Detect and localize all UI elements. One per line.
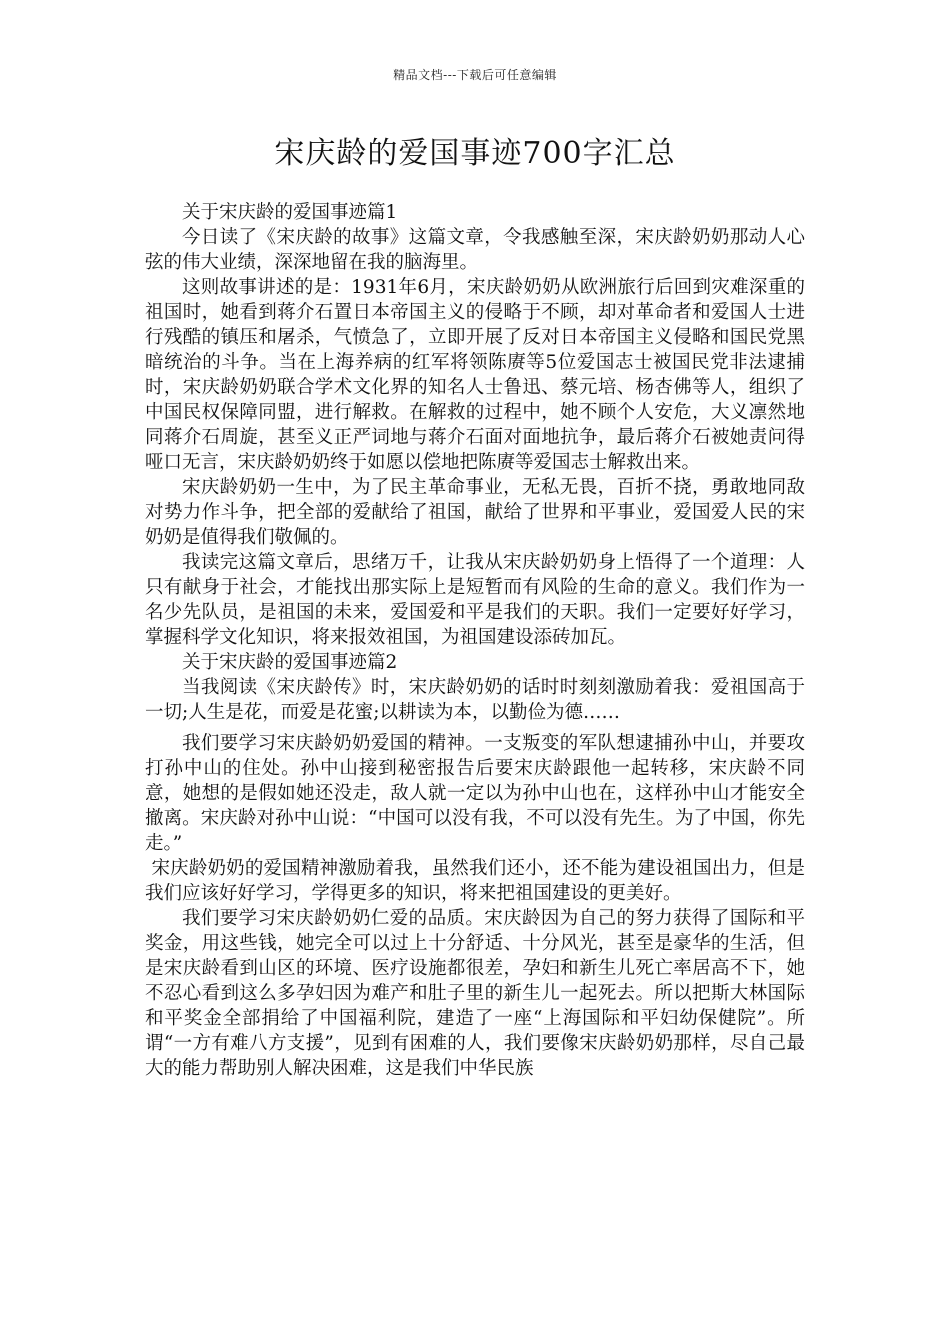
paragraph: 这则故事讲述的是：1931年6月，宋庆龄奶奶从欧洲旅行后回到灾难深重的祖国时，她看到蒋介石置日本帝国主义的侵略于不顾，却对革命者和爱国人士进行残酷的镇压和屠杀，气愤急了，立即开展了反对日本帝国主义侵略和国民党黑暗统治的斗争。当在上海养病的红军将领陈赓等5位爱国志士被国民党非法逮捕时，宋庆龄奶奶联合学术文化界的知名人士鲁迅、蔡元培、杨杏佛等人，组织了中国民权保障同盟，进行解救。在解救的过程中，她不顾个人安危，大义凛然地同蒋介石周旋，甚至义正严词地与蒋介石面对面地抗争，最后蒋介石被她责问得哑口无言，宋庆龄奶奶终于如愿以偿地把陈赓等爱国志士解救出来。 xyxy=(145,277,805,473)
document-body xyxy=(145,200,805,1081)
document-title: 宋庆龄的爱国事迹700字汇总 xyxy=(274,136,676,171)
paragraph: 宋庆龄奶奶的爱国精神激励着我，虽然我们还小，还不能为建设祖国出力，但是我们应该好好学习，学得更多的知识，将来把祖国建设的更美好。 xyxy=(145,858,805,904)
paragraph: 当我阅读《宋庆龄传》时，宋庆龄奶奶的话时时刻刻激励着我：爱祖国高于一切;人生是花，而爱是花蜜;以耕读为本，以勤俭为德…… xyxy=(145,677,805,723)
section-2-heading: 关于宋庆龄的爱国事迹篇2 xyxy=(182,652,398,673)
paragraph: 我们要学习宋庆龄奶奶爱国的精神。一支叛变的军队想逮捕孙中山，并要攻打孙中山的住处。孙中山接到秘密报告后要宋庆龄跟他一起转移，宋庆龄不同意，她想的是假如她还没走，敌人就一定以为孙中山也在，这样孙中山才能安全撤离。宋庆龄对孙中山说：“中国可以没有我，不可以没有先生。为了中国，你先走。” xyxy=(145,733,805,854)
paragraph: 今日读了《宋庆龄的故事》这篇文章，令我感触至深，宋庆龄奶奶那动人心弦的伟大业绩，深深地留在我的脑海里。 xyxy=(145,227,805,273)
section-1-heading: 关于宋庆龄的爱国事迹篇1 xyxy=(182,202,398,223)
paragraph: 宋庆龄奶奶一生中，为了民主革命事业，无私无畏，百折不挠，勇敢地同敌对势力作斗争，把全部的爱献给了祖国，献给了世界和平事业，爱国爱人民的宋奶奶是值得我们敬佩的。 xyxy=(145,477,805,548)
page-header-note: 精品文档---下载后可任意编辑 xyxy=(393,68,557,82)
paragraph: 我们要学习宋庆龄奶奶仁爱的品质。宋庆龄因为自己的努力获得了国际和平奖金，用这些钱，她完全可以过上十分舒适、十分风光，甚至是豪华的生活，但是宋庆龄看到山区的环境、医疗设施都很差，孕妇和新生儿死亡率居高不下，她不忍心看到这么多孕妇因为难产和肚子里的新生儿一起死去。所以把斯大林国际和平奖金全部捐给了中国福利院，建造了一座“上海国际和平妇幼保健院”。所谓“一方有难八方支援”，见到有困难的人，我们要像宋庆龄奶奶那样，尽自己最大的能力帮助别人解决困难，这是我们中华民族 xyxy=(145,908,805,1079)
paragraph: 我读完这篇文章后，思绪万千，让我从宋庆龄奶奶身上悟得了一个道理：人只有献身于社会，才能找出那实际上是短暂而有风险的生命的意义。我们作为一名少先队员，是祖国的未来，爱国爱和平是我们的天职。我们一定要好好学习，掌握科学文化知识，将来报效祖国，为祖国建设添砖加瓦。 xyxy=(145,552,805,648)
